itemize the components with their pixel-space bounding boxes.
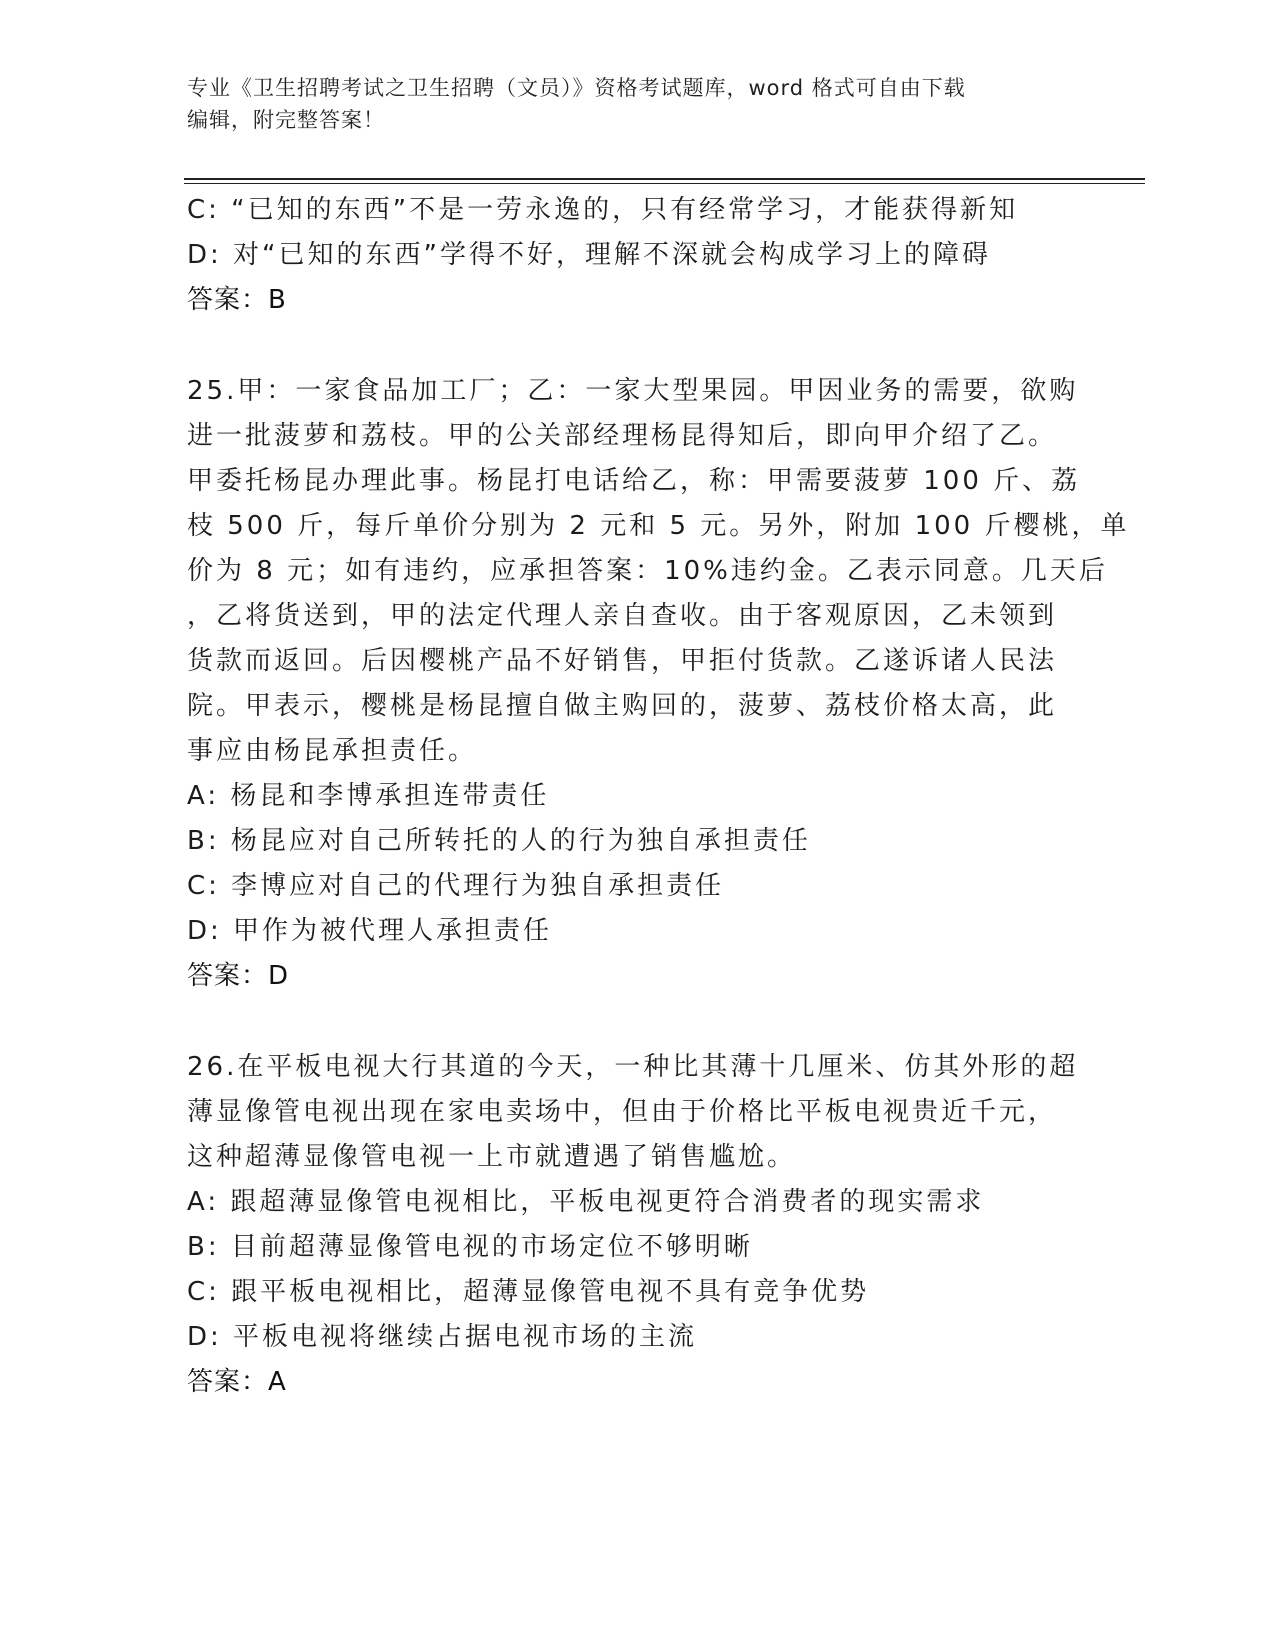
question-25 (187, 369, 1130, 999)
question-stem-line: 货款而返回。后因樱桃产品不好销售，甲拒付货款。乙遂诉诸人民法 (187, 646, 1058, 676)
question-stem-line: 事应由杨昆承担责任。 (187, 736, 478, 766)
option-c: C: 李博应对自己的代理行为独自承担责任 (187, 871, 725, 901)
answer-label: 答案：A (187, 1367, 287, 1397)
question-stem-line: 价为 8 元；如有违约，应承担答案：10%违约金。乙表示同意。几天后 (187, 556, 1108, 586)
header-line-1: 专业《卫生招聘考试之卫生招聘（文员）》资格考试题库，word 格式可自由下载 (187, 76, 966, 100)
option-c: C: “已知的东西”不是一劳永逸的，只有经常学习，才能获得新知 (187, 195, 1019, 225)
option-c: C: 跟平板电视相比，超薄显像管电视不具有竞争优势 (187, 1277, 870, 1307)
page-header (187, 72, 1087, 136)
question-stem-line: 25.甲：一家食品加工厂；乙：一家大型果园。甲因业务的需要，欲购 (187, 376, 1079, 406)
question-stem-line: 院。甲表示，樱桃是杨昆擅自做主购回的，菠萝、荔枝价格太高，此 (187, 691, 1058, 721)
question-26 (187, 1045, 1087, 1405)
option-b: B: 目前超薄显像管电视的市场定位不够明晰 (187, 1232, 753, 1262)
question-stem-line: 26.在平板电视大行其道的今天，一种比其薄十几厘米、仿其外形的超 (187, 1052, 1079, 1082)
option-d: D: 甲作为被代理人承担责任 (187, 916, 553, 946)
document-body (187, 188, 1130, 1405)
header-divider-thin (184, 183, 1145, 184)
header-line-2: 编辑，附完整答案！ (187, 108, 385, 132)
question-stem-line: 枝 500 斤，每斤单价分别为 2 元和 5 元。另外，附加 100 斤樱桃，单 (187, 511, 1130, 541)
question-stem-line: 薄显像管电视出现在家电卖场中，但由于价格比平板电视贵近千元， (187, 1097, 1058, 1127)
question-stem-line: 甲委托杨昆办理此事。杨昆打电话给乙，称：甲需要菠萝 100 斤、荔 (187, 466, 1081, 496)
option-a: A: 跟超薄显像管电视相比，平板电视更符合消费者的现实需求 (187, 1187, 985, 1217)
spacer (187, 999, 1087, 1045)
option-d: D: 平板电视将继续占据电视市场的主流 (187, 1322, 698, 1352)
option-a: A: 杨昆和李博承担连带责任 (187, 781, 550, 811)
question-stem-line: 这种超薄显像管电视一上市就遭遇了销售尴尬。 (187, 1142, 797, 1172)
answer-label: 答案：B (187, 285, 287, 315)
answer-label: 答案：D (187, 961, 290, 991)
question-stem-line: ，乙将货送到，甲的法定代理人亲自查收。由于客观原因，乙未领到 (187, 601, 1058, 631)
header-divider-thick (184, 178, 1145, 180)
question-stem-line: 进一批菠萝和荔枝。甲的公关部经理杨昆得知后，即向甲介绍了乙。 (187, 421, 1058, 451)
spacer (187, 323, 1087, 369)
option-b: B: 杨昆应对自己所转托的人的行为独自承担责任 (187, 826, 811, 856)
question-24-continued (187, 188, 1087, 323)
option-d: D: 对“已知的东西”学得不好，理解不深就会构成学习上的障碍 (187, 240, 991, 270)
